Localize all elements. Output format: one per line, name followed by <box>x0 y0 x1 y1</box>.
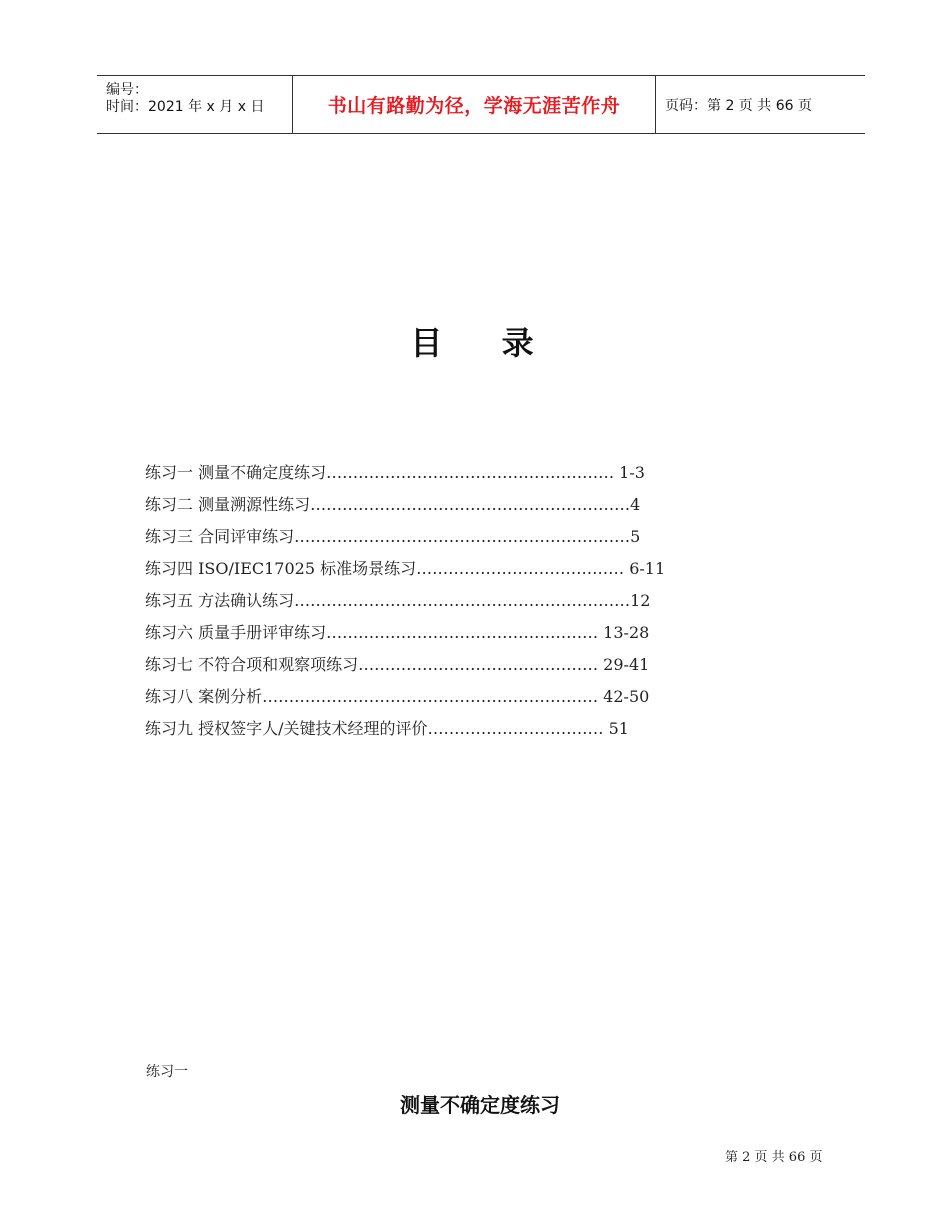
page-footer: 第 2 页 共 66 页 <box>725 1150 823 1165</box>
toc-item[interactable]: 练习四 ISO/IEC17025 标准场景练习………………………………… 6-11 <box>145 559 666 578</box>
table-of-contents <box>145 458 745 746</box>
section-label: 练习一 <box>146 1064 188 1080</box>
toc-item[interactable]: 练习五 方法确认练习………………………………………………………12 <box>145 591 651 610</box>
toc-item[interactable]: 练习一 测量不确定度练习……………………………………………… 1-3 <box>145 463 645 482</box>
toc-item[interactable]: 练习八 案例分析……………………………………………………… 42-50 <box>145 687 650 706</box>
header-page-cell <box>656 76 865 133</box>
toc-item[interactable]: 练习三 合同评审练习………………………………………………………5 <box>145 527 641 546</box>
header-page-label: 页码：第 2 页 共 66 页 <box>665 97 812 114</box>
toc-item[interactable]: 练习六 质量手册评审练习…………………………………………… 13-28 <box>145 623 650 642</box>
toc-item[interactable]: 练习七 不符合项和观察项练习……………………………………… 29-41 <box>145 655 650 674</box>
header-motto: 书山有路勤为径，学海无涯苦作舟 <box>327 95 621 117</box>
toc-item[interactable]: 练习九 授权签字人/关键技术经理的评价…………………………… 51 <box>145 719 629 738</box>
section-title: 测量不确定度练习 <box>400 1093 560 1117</box>
toc-title: 目 录 <box>410 324 558 362</box>
header-number-label: 编号： <box>106 82 148 98</box>
header-motto-cell <box>293 76 656 133</box>
header-meta <box>97 76 293 133</box>
toc-item[interactable]: 练习二 测量溯源性练习……………………………………………………4 <box>145 495 641 514</box>
page-header <box>97 75 865 134</box>
header-time-label: 时间：2021 年 x 月 x 日 <box>106 99 265 115</box>
